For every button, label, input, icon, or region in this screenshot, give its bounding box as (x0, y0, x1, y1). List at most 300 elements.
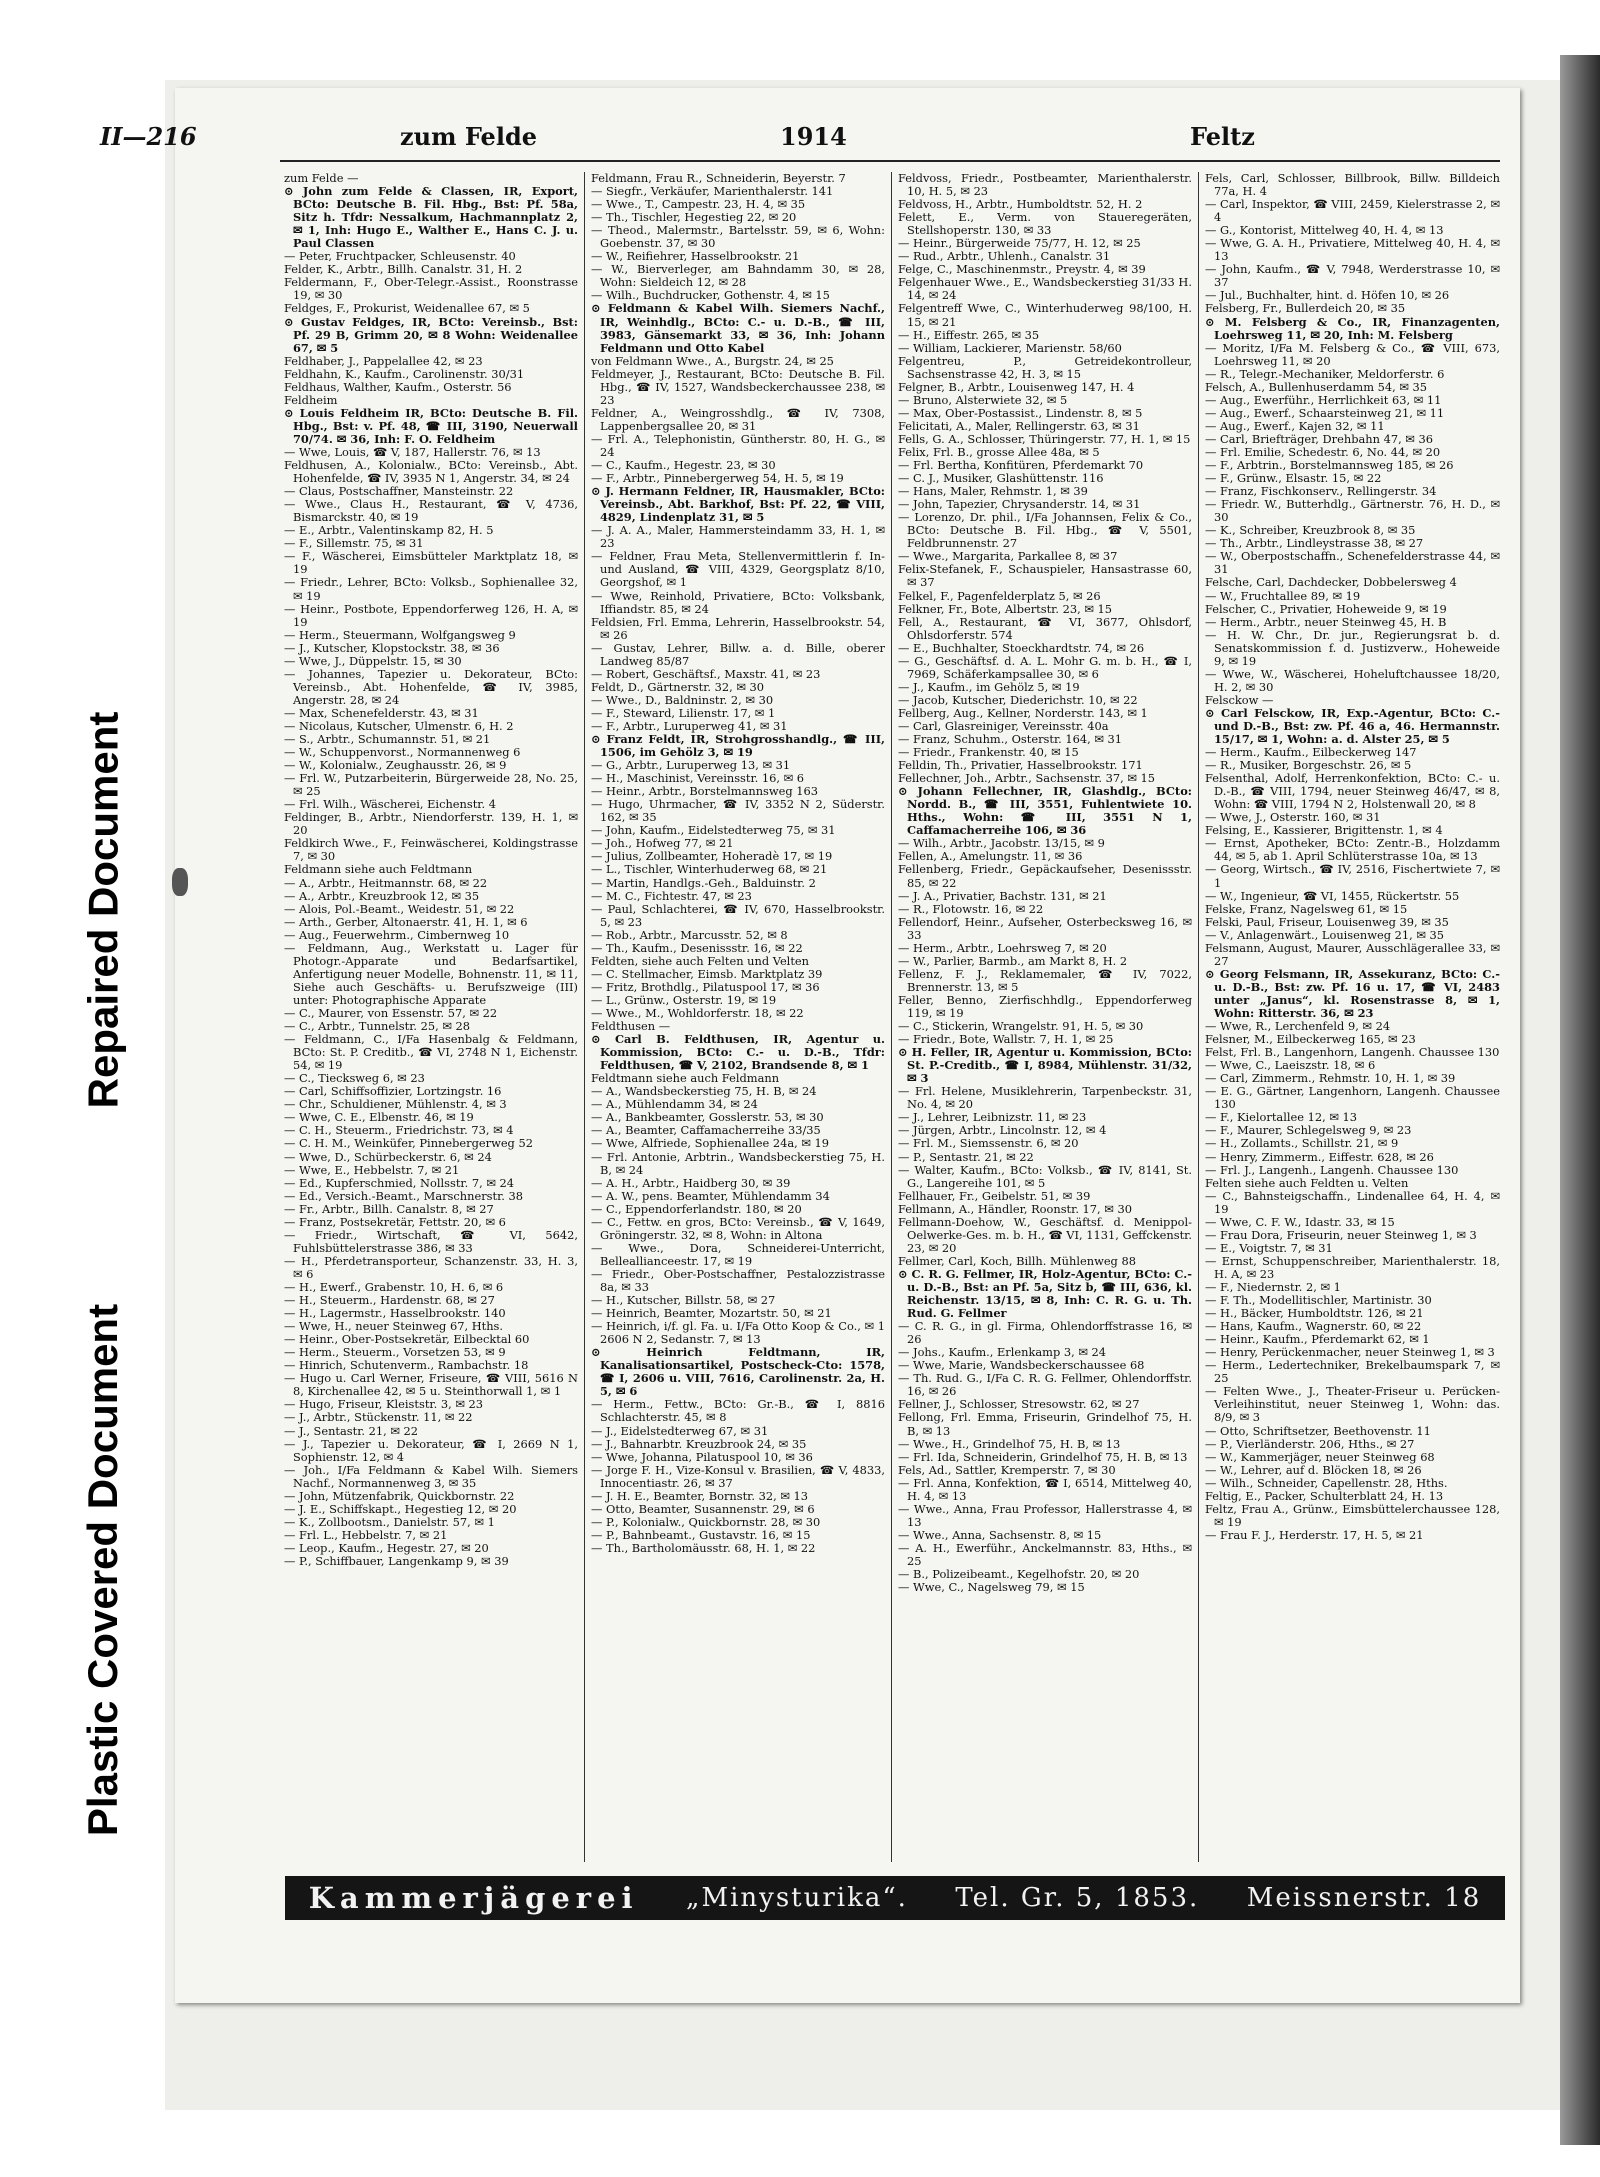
directory-entry: — Nicolaus, Kutscher, Ulmenstr. 6, H. 2 (284, 718, 514, 733)
directory-entry: Feltig, E., Packer, Schulterblatt 24, H. 13 (1205, 1488, 1444, 1503)
directory-entry: — K., Zollbootsm., Danielstr. 57, ✉ 1 (284, 1514, 495, 1529)
directory-entry: — Herm., Fettw., BCto: Gr.-B., ☎ I, 8816 Schlachterstr. 45, ✉ 8 (591, 1397, 885, 1425)
directory-entry: Felge, C., Maschinenmstr., Preystr. 4, ✉ 39 (898, 262, 1146, 277)
directory-entry: — A. H., Ewerführ., Anckelmannstr. 83, Hths., ✉ 25 (898, 1540, 1192, 1568)
directory-entry: — Frau Dora, Friseurin, neuer Steinweg 1, ✉ 3 (1205, 1227, 1477, 1242)
directory-entry: Fellenberg, Friedr., Gepäckaufseher, Desenissstr. 85, ✉ 22 (898, 862, 1192, 890)
directory-entry: — Friedr., Wirtschaft, ☎ VI, 5642, Fuhlsbüttelerstrasse 386, ✉ 33 (284, 1227, 578, 1255)
directory-entry: — E., Voigtstr. 7, ✉ 31 (1205, 1240, 1333, 1255)
directory-entry: — H., Steuerm., Hardenstr. 68, ✉ 27 (284, 1293, 495, 1308)
directory-entry: — Leop., Kaufm., Hegestr. 27, ✉ 20 (284, 1540, 489, 1555)
directory-entry: — Martin, Handlgs.-Geh., Balduinstr. 2 (591, 875, 816, 890)
directory-entry: — C., Stickerin, Wrangelstr. 91, H. 5, ✉ 30 (898, 1019, 1144, 1034)
directory-entry: — F., Arbtrin., Borstelmannsweg 185, ✉ 26 (1205, 458, 1454, 473)
directory-entry: — S., Arbtr., Schumannstr. 51, ✉ 21 (284, 732, 491, 747)
header-first-name: zum Felde (400, 122, 537, 151)
directory-entry: — Frl. Anna, Konfektion, ☎ I, 6514, Mittelweg 40, H. 4, ✉ 13 (898, 1475, 1192, 1503)
directory-entry: Felten siehe auch Feldten u. Velten (1205, 1175, 1409, 1190)
directory-entry: — W., Ingenieur, ☎ VI, 1455, Rückertstr. 55 (1205, 888, 1460, 903)
directory-entry: Feldges, F., Prokurist, Weidenallee 67, ✉ 5 (284, 301, 530, 316)
directory-entry: — Wwe., D., Baldninstr. 2, ✉ 30 (591, 692, 774, 707)
book-binding-edge (1560, 55, 1600, 2145)
directory-entry: — Frl. L., Hebbelstr. 7, ✉ 21 (284, 1527, 448, 1542)
directory-entry: Fellberg, Aug., Kellner, Norderstr. 143, ✉ 1 (898, 705, 1148, 720)
directory-entry: — Arth., Gerber, Altonaerstr. 41, H. 1, ✉ 6 (284, 914, 528, 929)
directory-entry: zum Felde — (284, 172, 359, 185)
directory-entry: — C. R. G., in gl. Firma, Ohlendorffstrasse 16, ✉ 26 (898, 1319, 1192, 1347)
directory-entry: — Aug., Feuerwehrm., Cimbernweg 10 (284, 927, 510, 942)
directory-entry: ⊙ Louis Feldheim IR, BCto: Deutsche B. Fil. Hbg., Bst: v. Pf. 48, ☎ III, 3190, Neuerwall 70/74. ✉ 36, Inh: F. O. Feldheim (284, 405, 578, 446)
directory-entry: — Ed., Versich.-Beamt., Marschnerstr. 38 (284, 1188, 523, 1203)
directory-entry: — Moritz, I/Fa M. Felsberg & Co., ☎ VIII, 673, Loehrsweg 11, ✉ 20 (1205, 340, 1500, 368)
directory-entry: — Franz, Fischkonserv., Rellingerstr. 34 (1205, 484, 1437, 499)
directory-entry: — Wwe, H., neuer Steinweg 67, Hths. (284, 1319, 504, 1334)
directory-entry: — Th., Bartholomäusstr. 68, H. 1, ✉ 22 (591, 1540, 816, 1555)
directory-entry: Feldvoss, H., Arbtr., Humboldtstr. 52, H. 2 (898, 197, 1143, 212)
directory-entry: — Jacob, Kutscher, Diederichstr. 10, ✉ 22 (898, 692, 1138, 707)
directory-entry: — H., Kutscher, Billstr. 58, ✉ 27 (591, 1293, 776, 1308)
column-2 (585, 172, 892, 1862)
directory-entry: — Rud., Arbtr., Uhlenh., Canalstr. 31 (898, 249, 1111, 264)
directory-entry: Felsing, E., Kassierer, Brigittenstr. 1, ✉ 4 (1205, 823, 1443, 838)
directory-entry: — Carl, Inspektor, ☎ VIII, 2459, Kielerstrasse 2, ✉ 4 (1205, 197, 1500, 225)
directory-entry: — Wwe, D., Schürbeckerstr. 6, ✉ 24 (284, 1149, 492, 1164)
directory-entry: — Georg, Wirtsch., ☎ IV, 2516, Fischertwiete 7, ✉ 1 (1205, 862, 1500, 890)
directory-entry: ⊙ Feldmann & Kabel Wilh. Siemers Nachf., IR, Weinhdlg., BCto: C.- u. D.-B., ☎ III, 3983, Gänsemarkt 33, ✉ 36, Inh: Johann Feldmann und Otto Kabel (591, 301, 885, 355)
directory-entry: ⊙ Carl B. Feldthusen, IR, Agentur u. Kommission, BCto: C.- u. D.-B., Tfdr: Feldthusen, ☎ V, 2102, Brandsende 8, ✉ 1 (591, 1032, 885, 1073)
directory-entry: — F., Wäscherei, Eimsbütteler Marktplatz 18, ✉ 19 (284, 549, 578, 577)
directory-entry: — Robert, Geschäftsf., Maxstr. 41, ✉ 23 (591, 666, 821, 681)
directory-entry: — H., Lagermstr., Hasselbrookstr. 140 (284, 1306, 506, 1321)
directory-entry: — John, Mützenfabrik, Quickbornstr. 22 (284, 1488, 515, 1503)
directory-entry: — W., Bierverleger, am Bahndamm 30, ✉ 28, Wohn: Sieldeich 12, ✉ 28 (591, 262, 885, 290)
directory-entry: Fellendorf, Heinr., Aufseher, Osterbecksweg 16, ✉ 33 (898, 914, 1192, 942)
directory-entry: — G., Arbtr., Luruperweg 13, ✉ 31 (591, 758, 791, 773)
directory-entry: ⊙ Heinrich Feldtmann, IR, Kanalisationsartikel, Postscheck-Cto: 1578, ☎ I, 2606 u. VIII, 7616, Carolinenstr. 2a, H. 5, ✉ 6 (591, 1345, 885, 1399)
directory-entry: — Hans, Kaufm., Wagnerstr. 60, ✉ 22 (1205, 1319, 1422, 1334)
directory-entry: — H., Bäcker, Humboldtstr. 126, ✉ 21 (1205, 1306, 1424, 1321)
directory-entry: — L., Grünw., Osterstr. 19, ✉ 19 (591, 992, 777, 1007)
directory-entry: — G., Geschäftsf. d. A. L. Mohr G. m. b. H., ☎ I, 7969, Schäferkampsallee 30, ✉ 6 (898, 653, 1192, 681)
directory-entry: — Bruno, Alsterwiete 32, ✉ 5 (898, 392, 1068, 407)
directory-entry: — H., Zollamts., Schillstr. 21, ✉ 9 (1205, 1136, 1399, 1151)
directory-entry: — Wwe, J., Osterstr. 160, ✉ 31 (1205, 810, 1381, 825)
directory-entry: — F., Arbtr., Pinnebergerweg 54, H. 5, ✉ 19 (591, 471, 844, 486)
directory-entry: — C. J., Musiker, Glashüttenstr. 116 (898, 471, 1104, 486)
directory-entry: — W., Kammerjäger, neuer Steinweg 68 (1205, 1449, 1435, 1464)
directory-entry: — Wwe, J., Düppelstr. 15, ✉ 30 (284, 653, 462, 668)
directory-entry: Fells, G. A., Schlosser, Thüringerstr. 77, H. 1, ✉ 15 (898, 431, 1191, 446)
banner-telephone: Tel. Gr. 5, 1853. (955, 1883, 1200, 1913)
directory-entry: — Felten Wwe., J., Theater-Friseur u. Perücken-Verleihinstitut, neuer Steinweg 1, Wohn: das. 8/9, ✉ 3 (1205, 1384, 1500, 1425)
directory-entry: — Hugo, Friseur, Kleiststr. 3, ✉ 23 (284, 1397, 483, 1412)
directory-entry: — Ed., Kupferschmied, Nollsstr. 7, ✉ 24 (284, 1175, 515, 1190)
directory-entry: — Frl. W., Putzarbeiterin, Bürgerweide 28, No. 25, ✉ 25 (284, 771, 578, 799)
directory-entry: — W., Reifiehrer, Hasselbrookstr. 21 (591, 249, 800, 264)
directory-entry: — Heinrich, Beamter, Mozartstr. 50, ✉ 21 (591, 1306, 832, 1321)
directory-entry: — Fr., Arbtr., Billh. Canalstr. 8, ✉ 27 (284, 1201, 494, 1216)
directory-entry: — Wwe., H., Grindelhof 75, H. B, ✉ 13 (898, 1436, 1121, 1451)
directory-entry: — J., Lehrer, Leibnizstr. 11, ✉ 23 (898, 1110, 1087, 1125)
directory-entry: — F., Steward, Lilienstr. 17, ✉ 1 (591, 705, 776, 720)
directory-entry: — V., Anlagenwärt., Louisenweg 21, ✉ 35 (1205, 927, 1445, 942)
directory-entry: — Th., Arbtr., Lindleystrasse 38, ✉ 27 (1205, 536, 1424, 551)
directory-entry: Feldmann siehe auch Feldtmann (284, 862, 473, 877)
directory-entry: — Aug., Ewerf., Schaarsteinweg 21, ✉ 11 (1205, 405, 1445, 420)
directory-entry: — Paul, Schlachterei, ☎ IV, 670, Hasselbrookstr. 5, ✉ 23 (591, 901, 885, 929)
directory-entry: — Carl, Zimmerm., Rehmstr. 10, H. 1, ✉ 39 (1205, 1071, 1456, 1086)
directory-entry: — Frl. Helene, Musiklehrerin, Tarpenbeckstr. 31, No. 4, ✉ 20 (898, 1084, 1192, 1112)
directory-entry: — C. H., Steuerm., Friedrichstr. 73, ✉ 4 (284, 1123, 514, 1138)
directory-entry: — Otto, Beamter, Susannenstr. 29, ✉ 6 (591, 1501, 815, 1516)
directory-entry: — Chr., Schuldiener, Mühlenstr. 4, ✉ 3 (284, 1097, 507, 1112)
directory-entry: — A., Mühlendamm 34, ✉ 24 (591, 1097, 758, 1112)
directory-entry: Felder, K., Arbtr., Billh. Canalstr. 31, H. 2 (284, 262, 523, 277)
directory-entry: — Friedr., Frankenstr. 40, ✉ 15 (898, 745, 1079, 760)
directory-entry: von Feldmann Wwe., A., Burgstr. 24, ✉ 25 (591, 353, 834, 368)
directory-entry: — C., Arbtr., Tunnelstr. 25, ✉ 28 (284, 1019, 471, 1034)
directory-entry: — Franz, Schuhm., Osterstr. 164, ✉ 31 (898, 732, 1123, 747)
directory-entry: Felsmann, August, Maurer, Ausschlägerallee 33, ✉ 27 (1205, 940, 1500, 968)
directory-entry: ⊙ John zum Felde & Classen, IR, Export, BCto: Deutsche B. Fil. Hbg., Bst: Pf. 58a, Sitz h. Tfdr: Nessalkum, Hachmannplatz 2, ✉ 1, Inh: Hugo E., Walther E., Hans C. J. u. Paul Classen (284, 184, 578, 251)
banner-company: Kammerjägerei (308, 1881, 639, 1915)
directory-entry: — J., Eidelstedterweg 67, ✉ 31 (591, 1423, 769, 1438)
directory-entry: — K., Schreiber, Kreuzbrook 8, ✉ 35 (1205, 523, 1416, 538)
directory-entry: — A., Arbtr., Kreuzbrook 12, ✉ 35 (284, 888, 480, 903)
directory-entry: — B., Polizeibeamt., Kegelhofstr. 20, ✉ 20 (898, 1567, 1140, 1582)
directory-entry: — Frau F. J., Herderstr. 17, H. 5, ✉ 21 (1205, 1527, 1424, 1542)
directory-entry: Fellen, A., Amelungstr. 11, ✉ 36 (898, 849, 1083, 864)
directory-entry: Felkel, F., Pagenfelderplatz 5, ✉ 26 (898, 588, 1101, 603)
directory-entry: — William, Lackierer, Marienstr. 58/60 (898, 340, 1122, 355)
directory-entry: — Herm., Arbtr., neuer Steinweg 45, H. B (1205, 614, 1447, 629)
directory-entry: Fellmann-Doehow, W., Geschäftsf. d. Menippol-Oelwerke-Ges. m. b. H., ☎ VI, 1131, Geffckenstr. 23, ✉ 20 (898, 1214, 1192, 1255)
directory-entry: — Heinr., Arbtr., Borstelmannsweg 163 (591, 784, 819, 799)
header-rule (280, 160, 1500, 162)
banner-address: Meissnerstr. 18 (1246, 1883, 1482, 1913)
directory-entry: — Walter, Kaufm., BCto: Volksb., ☎ IV, 8141, St. G., Langereihe 101, ✉ 5 (898, 1162, 1192, 1190)
directory-entry: Fellmer, Carl, Koch, Billh. Mühlenweg 88 (898, 1253, 1136, 1268)
directory-entry: — Hinrich, Schutenverm., Rambachstr. 18 (284, 1358, 529, 1373)
directory-entry: Felscher, C., Privatier, Hoheweide 9, ✉ 19 (1205, 601, 1447, 616)
directory-entry: — J. H. E., Beamter, Bornstr. 32, ✉ 13 (591, 1488, 809, 1503)
directory-entry: — Friedr., Lehrer, BCto: Volksb., Sophienallee 32, ✉ 19 (284, 575, 578, 603)
directory-entry: — P., Vierländerstr. 206, Hths., ✉ 27 (1205, 1436, 1415, 1451)
directory-entry: — Hugo, Uhrmacher, ☎ IV, 3352 N 2, Süderstr. 162, ✉ 35 (591, 797, 885, 825)
directory-entry: Felldin, Th., Privatier, Hasselbrookstr. 171 (898, 758, 1143, 773)
directory-entry: — Wwe, W., Wäscherei, Hoheluftchaussee 18/20, H. 2, ✉ 30 (1205, 666, 1500, 694)
directory-entry: Feldhahn, K., Kaufm., Carolinenstr. 30/31 (284, 366, 525, 381)
directory-entry: Fellhauer, Fr., Geibelstr. 51, ✉ 39 (898, 1188, 1091, 1203)
directory-entry: — Frl. Bertha, Konfitüren, Pferdemarkt 70 (898, 458, 1144, 473)
directory-entry: Feldhusen, A., Kolonialw., BCto: Vereinsb., Abt. Hohenfelde, ☎ IV, 3935 N 1, Angerstr. 34, ✉ 24 (284, 458, 578, 486)
directory-entry: — Gustav, Lehrer, Billw. a. d. Bille, oberer Landweg 85/87 (591, 640, 885, 668)
page-header (100, 122, 1500, 152)
directory-entry: — J. E., Schiffskapt., Hegestieg 12, ✉ 20 (284, 1501, 517, 1516)
directory-entry: — Wwe, Johanna, Pilatuspool 10, ✉ 36 (591, 1449, 813, 1464)
directory-entry: — Alois, Pol.-Beamt., Weidestr. 51, ✉ 22 (284, 901, 515, 916)
directory-entry: — Carl, Schiffsoffizier, Lortzingstr. 16 (284, 1084, 502, 1099)
directory-entry: — Max, Schenefelderstr. 43, ✉ 31 (284, 705, 479, 720)
directory-entry: — A., Beamter, Caffamacherreihe 33/35 (591, 1123, 821, 1138)
directory-entry: — Herm., Kaufm., Eilbeckerweg 147 (1205, 745, 1417, 760)
directory-entry: — J., Kaufm., im Gehölz 5, ✉ 19 (898, 679, 1080, 694)
directory-entry: — Joh., Hofweg 77, ✉ 21 (591, 836, 734, 851)
directory-entry: — J., Tapezier u. Dekorateur, ☎ I, 2669 N 1, Sophienstr. 12, ✉ 4 (284, 1436, 578, 1464)
directory-entry: — F., Kielortallee 12, ✉ 13 (1205, 1110, 1357, 1125)
directory-entry: — Frl. J., Langenh., Langenh. Chaussee 130 (1205, 1162, 1459, 1177)
directory-entry: — C., Bahnsteigschaffn., Lindenallee 64, H. 4, ✉ 19 (1205, 1188, 1500, 1216)
directory-entry: — E., Buchhalter, Stoeckhardtstr. 74, ✉ 26 (898, 640, 1145, 655)
directory-entry: — Lorenzo, Dr. phil., I/Fa Johannsen, Felix & Co., BCto: Deutsche B. Fil. Hbg., ☎ V, 5501, Feldbrunnenstr. 27 (898, 510, 1192, 551)
directory-entry: — Johs., Kaufm., Erlenkamp 3, ✉ 24 (898, 1345, 1107, 1360)
directory-entry: Felsenthal, Adolf, Herrenkonfektion, BCto: C.- u. D.-B., ☎ VIII, 1794, neuer Steinweg 46/47, ✉ 8, Wohn: ☎ VIII, 1794 N 2, Holstenwall 20, ✉ 8 (1205, 771, 1500, 812)
directory-columns (278, 172, 1506, 1862)
directory-entry: — Wwe., Dora, Schneiderei-Unterricht, Belleallianceestr. 17, ✉ 19 (591, 1240, 885, 1268)
plastic-covered-label: Plastic Covered Document (79, 1303, 127, 1837)
header-year: 1914 (780, 122, 847, 151)
directory-entry: — Henry, Zimmerm., Eiffestr. 628, ✉ 26 (1205, 1149, 1434, 1164)
directory-entry: — Henry, Perückenmacher, neuer Steinweg 1, ✉ 3 (1205, 1345, 1495, 1360)
directory-entry: — Heinr., Kaufm., Pferdemarkt 62, ✉ 1 (1205, 1332, 1430, 1347)
directory-entry: — Wwe., Margarita, Parkallee 8, ✉ 37 (898, 549, 1118, 564)
directory-entry: — W., Oberpostschaffn., Schenefelderstrasse 44, ✉ 31 (1205, 549, 1500, 577)
directory-entry: Feldheim (284, 392, 338, 407)
directory-entry: — Aug., Ewerf., Kajen 32, ✉ 11 (1205, 418, 1385, 433)
directory-entry: — Friedr., Ober-Postschaffner, Pestalozzistrasse 8a, ✉ 33 (591, 1266, 885, 1294)
page-tear-mark (172, 868, 188, 896)
directory-entry: — J. A., Privatier, Bachstr. 131, ✉ 21 (898, 888, 1107, 903)
directory-entry: Feldinger, B., Arbtr., Niendorferstr. 139, H. 1, ✉ 20 (284, 810, 578, 838)
directory-entry: Feldthusen — (591, 1019, 671, 1034)
directory-entry: — Heinr., Bürgerweide 75/77, H. 12, ✉ 25 (898, 236, 1141, 251)
directory-entry: Feldten, siehe auch Felten und Velten (591, 953, 809, 968)
directory-entry: Fellechner, Joh., Arbtr., Sachsenstr. 37, ✉ 15 (898, 771, 1155, 786)
directory-entry: — H., Ewerf., Grabenstr. 10, H. 6, ✉ 6 (284, 1279, 504, 1294)
directory-entry: — Ernst, Apotheker, BCto: Zentr.-B., Holzdamm 44, ✉ 5, ab 1. April Schlüterstrasse 10a, ✉ 13 (1205, 836, 1500, 864)
directory-entry: — A. H., Arbtr., Haidberg 30, ✉ 39 (591, 1175, 791, 1190)
directory-entry: — R., Telegr.-Mechaniker, Meldorferstr. 6 (1205, 366, 1445, 381)
directory-entry: — C., Kaufm., Hegestr. 23, ✉ 30 (591, 458, 776, 473)
directory-entry: ⊙ Carl Felsckow, IR, Exp.-Agentur, BCto: C.- und D.-B., Bst: zw. Pf. 46 a, 46. Hermannstr. 15/17, ✉ 1, Wohn: a. d. Alster 25, ✉ 5 (1205, 705, 1500, 747)
directory-entry: — Wwe, Louis, ☎ V, 187, Hallerstr. 76, ✉ 13 (284, 444, 541, 459)
directory-entry: — Jürgen, Arbtr., Lincolnstr. 12, ✉ 4 (898, 1123, 1107, 1138)
directory-entry: — Frl. Emilie, Schedestr. 6, No. 44, ✉ 20 (1205, 444, 1441, 459)
directory-entry: Feldmeyer, J., Restaurant, BCto: Deutsche B. Fil. Hbg., ☎ IV, 1527, Wandsbeckerchaussee 238, ✉ 23 (591, 366, 885, 407)
directory-entry: — P., Bahnbeamt., Gustavstr. 16, ✉ 15 (591, 1527, 811, 1542)
directory-entry: — Heinr., Postbote, Eppendorferweg 126, H. A, ✉ 19 (284, 601, 578, 629)
directory-entry: ⊙ Georg Felsmann, IR, Assekuranz, BCto: C.- u. D.-B., Bst: zw. Pf. 16 u. 17, ☎ VI, 2483 unter „Janus“, kl. Rosenstrasse 8, ✉ 1, Wohn: Ritterstr. 36, ✉ 23 (1205, 966, 1500, 1020)
directory-entry: Fell, A., Restaurant, ☎ VI, 3677, Ohlsdorf, Ohlsdorferstr. 574 (898, 614, 1192, 642)
directory-entry: — Fritz, Brothdlg., Pilatuspool 17, ✉ 36 (591, 979, 820, 994)
directory-entry: Felett, E., Verm. von Staueregeräten, Stellshoperstr. 130, ✉ 33 (898, 210, 1192, 238)
directory-entry: — Wwe, C., Nagelsweg 79, ✉ 15 (898, 1580, 1085, 1595)
directory-entry: — Max, Ober-Postassist., Lindenstr. 8, ✉ 5 (898, 405, 1143, 420)
directory-entry: — Frl. Wilh., Wäscherei, Eichenstr. 4 (284, 797, 496, 812)
directory-entry: — F., Arbtr., Luruperweg 41, ✉ 31 (591, 718, 788, 733)
directory-entry: ⊙ Johann Fellechner, IR, Glashdlg., BCto: Nordd. B., ☎ III, 3551, Fuhlentwiete 10. Hths., Wohn: ☎ III, 3551 N 1, Caffamacherreihe 106, ✉ 36 (898, 784, 1192, 838)
directory-entry: — Rob., Arbtr., Marcusstr. 52, ✉ 8 (591, 927, 788, 942)
column-1 (278, 172, 585, 1862)
directory-entry: — Jul., Buchhalter, hint. d. Höfen 10, ✉ 26 (1205, 288, 1450, 303)
directory-entry: Felsche, Carl, Dachdecker, Dobbelersweg 4 (1205, 575, 1457, 590)
directory-entry: — C., Fettw. en gros, BCto: Vereinsb., ☎ V, 1649, Gröningerstr. 32, ✉ 8, Wohn: in Altona (591, 1214, 885, 1242)
directory-entry: — J., Arbtr., Stückenstr. 11, ✉ 22 (284, 1410, 473, 1425)
directory-entry: Felst, Frl. B., Langenhorn, Langenh. Chaussee 130 (1205, 1045, 1500, 1060)
directory-entry: Felsch, A., Bullenhuserdamm 54, ✉ 35 (1205, 379, 1428, 394)
directory-entry: ⊙ Franz Feldt, IR, Strohgrosshandlg., ☎ III, 1506, im Gehölz 3, ✉ 19 (591, 732, 885, 760)
directory-entry: Feldhaber, J., Pappelallee 42, ✉ 23 (284, 353, 483, 368)
column-3 (892, 172, 1199, 1862)
directory-entry: — Feldner, Frau Meta, Stellenvermittlerin f. In- und Ausland, ☎ VIII, 4329, Georgsplatz 8/10, Georgshof, ✉ 1 (591, 549, 885, 590)
directory-entry: — Julius, Zollbeamter, Hoheradè 17, ✉ 19 (591, 849, 833, 864)
directory-entry: — Wwe, Reinhold, Privatiere, BCto: Volksbank, Iffiandstr. 85, ✉ 24 (591, 588, 885, 616)
directory-entry: — Wwe, C. E., Elbenstr. 46, ✉ 19 (284, 1110, 474, 1125)
directory-entry: — F., Sillemstr. 75, ✉ 31 (284, 536, 424, 551)
directory-entry: — Wwe, C. F. W., Idastr. 33, ✉ 15 (1205, 1214, 1395, 1229)
directory-entry: — Wilh., Arbtr., Jacobstr. 13/15, ✉ 9 (898, 836, 1105, 851)
directory-entry: Feller, Benno, Zierfischhdlg., Eppendorferweg 119, ✉ 19 (898, 992, 1192, 1020)
directory-entry: Felsberg, Fr., Bullerdeich 20, ✉ 35 (1205, 301, 1406, 316)
directory-entry: — Wwe, E., Hebbelstr. 7, ✉ 21 (284, 1162, 460, 1177)
directory-entry: — A., Bankbeamter, Gosslerstr. 53, ✉ 30 (591, 1110, 824, 1125)
directory-entry: — Wwe, Alfriede, Sophienallee 24a, ✉ 19 (591, 1136, 830, 1151)
directory-entry: — F., Maurer, Schlegelsweg 9, ✉ 23 (1205, 1123, 1412, 1138)
directory-entry: — J., Kutscher, Klopstockstr. 38, ✉ 36 (284, 640, 500, 655)
directory-entry: — John, Kaufm., Eidelstedterweg 75, ✉ 31 (591, 823, 836, 838)
directory-entry: Felgenhauer Wwe., E., Wandsbeckerstieg 31/33 H. 14, ✉ 24 (898, 275, 1192, 303)
directory-entry: — Jorge F. H., Vize-Konsul v. Brasilien, ☎ V, 4833, Innocentiastr. 26, ✉ 37 (591, 1462, 885, 1490)
directory-entry: Felgner, B., Arbtr., Louisenweg 147, H. 4 (898, 379, 1135, 394)
directory-entry: ⊙ Gustav Feldges, IR, BCto: Vereinsb., Bst: Pf. 29 B, Grimm 20, ✉ 8 Wohn: Weidenallee 67, ✉ 5 (284, 314, 578, 355)
directory-entry: — J., Sentastr. 21, ✉ 22 (284, 1423, 419, 1438)
directory-entry: Felske, Franz, Nagelsweg 61, ✉ 15 (1205, 901, 1408, 916)
directory-entry: — Ernst, Schuppenschreiber, Marienthalerstr. 18, H. A, ✉ 23 (1205, 1253, 1500, 1281)
directory-entry: — M. C., Fichtestr. 47, ✉ 23 (591, 888, 752, 903)
directory-entry: — P., Sentastr. 21, ✉ 22 (898, 1149, 1034, 1164)
directory-entry: — Herm., Arbtr., Loehrsweg 7, ✉ 20 (898, 940, 1107, 955)
directory-entry: — Carl, Briefträger, Drehbahn 47, ✉ 36 (1205, 431, 1433, 446)
directory-entry: — A. W., pens. Beamter, Mühlendamm 34 (591, 1188, 830, 1203)
directory-entry: — P., Kolonialw., Quickbornstr. 28, ✉ 30 (591, 1514, 821, 1529)
directory-entry: — John, Tapezier, Chrysanderstr. 14, ✉ 31 (898, 497, 1141, 512)
directory-entry: Felgentreff Wwe, C., Winterhuderweg 98/100, H. 15, ✉ 21 (898, 301, 1192, 329)
directory-entry: — E. G., Gärtner, Langenhorn, Langenh. Chaussee 130 (1205, 1084, 1500, 1112)
directory-entry: — F. Th., Modellitischler, Martinistr. 30 (1205, 1293, 1432, 1308)
directory-entry: — Wwe., Anna, Sachsenstr. 8, ✉ 15 (898, 1527, 1102, 1542)
directory-entry: — Wilh., Buchdrucker, Gothenstr. 4, ✉ 15 (591, 288, 830, 303)
directory-entry: — Wwe., M., Wohldorferstr. 18, ✉ 22 (591, 1006, 804, 1020)
directory-entry: Felix, Frl. B., grosse Allee 48a, ✉ 5 (898, 444, 1100, 459)
directory-entry: — L., Tischler, Winterhuderweg 68, ✉ 21 (591, 862, 828, 877)
directory-entry: — Friedr., Bote, Wallstr. 7, H. 1, ✉ 25 (898, 1032, 1114, 1047)
directory-entry: — Hugo u. Carl Werner, Friseure, ☎ VIII, 5616 N 8, Kirchenallee 42, ✉ 5 u. Steinthorwall 1, ✉ 1 (284, 1371, 578, 1399)
directory-entry: — John, Kaufm., ☎ V, 7948, Werderstrasse 10, ✉ 37 (1205, 262, 1500, 290)
directory-entry: Feltz, Frau A., Grünw., Eimsbüttelerchaussee 128, ✉ 19 (1205, 1501, 1500, 1529)
directory-entry: — Hans, Maler, Rehmstr. 1, ✉ 39 (898, 484, 1088, 499)
directory-entry: — F., Grünw., Elsastr. 15, ✉ 22 (1205, 471, 1382, 486)
directory-entry: — Claus, Postschaffner, Mansteinstr. 22 (284, 484, 514, 499)
directory-entry: Fellner, J., Schlosser, Stresowstr. 62, ✉ 27 (898, 1397, 1140, 1412)
directory-entry: — P., Schiffbauer, Langenkamp 9, ✉ 39 (284, 1553, 509, 1568)
directory-entry: — Wwe., Anna, Frau Professor, Hallerstrasse 4, ✉ 13 (898, 1501, 1192, 1529)
directory-entry: — C. Stellmacher, Eimsb. Marktplatz 39 (591, 966, 823, 981)
directory-entry: — G., Kontorist, Mittelweg 40, H. 4, ✉ 13 (1205, 223, 1444, 238)
directory-entry: — Feldmann, Aug., Werkstatt u. Lager für Photogr.-Apparate und Bedarfsartikel, Anfertigung neuer Modelle, Bohnenstr. 11, ✉ 11, Siehe auch Geschäfts- u. Berufszweige (III) unter: Photographische Apparate (284, 940, 578, 1007)
directory-entry: — H., Eiffestr. 265, ✉ 35 (898, 327, 1040, 342)
directory-entry: — Wwe., Claus H., Restaurant, ☎ V, 4736, Bismarckstr. 40, ✉ 19 (284, 497, 578, 525)
directory-entry: — H., Pferdetransporteur, Schanzenstr. 33, H. 3, ✉ 6 (284, 1253, 578, 1281)
directory-entry: — Wwe, Marie, Wandsbeckerschaussee 68 (898, 1358, 1145, 1373)
repaired-document-label: Repaired Document (79, 711, 126, 1109)
directory-entry: — C., Tiecksweg 6, ✉ 23 (284, 1071, 425, 1086)
directory-entry: — A., Wandsbeckerstieg 75, H. B, ✉ 24 (591, 1084, 817, 1099)
directory-entry: — Carl, Glasreiniger, Vereinsstr. 40a (898, 718, 1109, 733)
directory-entry: — Wwe, C., Laeiszstr. 18, ✉ 6 (1205, 1058, 1376, 1073)
directory-entry: Fels, Ad., Sattler, Kremperstr. 7, ✉ 30 (898, 1462, 1116, 1477)
directory-entry: — Aug., Ewerführ., Herrlichkeit 63, ✉ 11 (1205, 392, 1442, 407)
directory-entry: — Heinrich, i/f. gl. Fa. u. I/Fa Otto Koop & Co., ✉ 1 2606 N 2, Sedanstr. 7, ✉ 13 (591, 1319, 885, 1347)
directory-entry: — Siegfr., Verkäufer, Marienthalerstr. 141 (591, 184, 834, 199)
directory-entry: ⊙ M. Felsberg & Co., IR, Finanzagenten, Loehrsweg 11, ✉ 20, Inh: M. Felsberg (1205, 314, 1500, 342)
directory-entry: — Wwe., T., Campestr. 23, H. 4, ✉ 35 (591, 197, 806, 212)
directory-entry: Felgentreu, P., Getreidekontrolleur, Sachsenstrasse 42, H. 3, ✉ 15 (898, 353, 1192, 381)
directory-entry: — Otto, Schriftsetzer, Beethovenstr. 11 (1205, 1423, 1431, 1438)
directory-entry: Feldvoss, Friedr., Postbeamter, Marienthalerstr. 10, H. 5, ✉ 23 (898, 172, 1192, 199)
directory-entry: Felicitati, A., Maler, Rellingerstr. 63, ✉ 31 (898, 418, 1140, 433)
directory-entry: — Joh., I/Fa Feldmann & Kabel Wilh. Siemers Nachf., Normannenweg 3, ✉ 35 (284, 1462, 578, 1490)
directory-entry: Feldner, A., Weingrosshdlg., ☎ IV, 7308, Lappenbergsallee 20, ✉ 31 (591, 405, 885, 433)
directory-entry: — C., Maurer, von Essenstr. 57, ✉ 22 (284, 1006, 498, 1020)
directory-entry: Feldhaus, Walther, Kaufm., Osterstr. 56 (284, 379, 512, 394)
directory-entry: — Feldmann, C., I/Fa Hasenbalg & Feldmann, BCto: St. P. Creditb., ☎ VI, 2748 N 1, Eichenstr. 54, ✉ 19 (284, 1032, 578, 1073)
directory-entry: Felsner, M., Eilbeckerweg 165, ✉ 23 (1205, 1032, 1416, 1047)
directory-entry: — Frl. M., Siemssenstr. 6, ✉ 20 (898, 1136, 1079, 1151)
directory-entry: — W., Schuppenvorst., Normannenweg 6 (284, 745, 521, 760)
directory-entry: — Wwe, R., Lerchenfeld 9, ✉ 24 (1205, 1019, 1391, 1034)
directory-entry: — F., Niedernstr. 2, ✉ 1 (1205, 1279, 1341, 1294)
directory-entry: Felkner, Fr., Bote, Albertstr. 23, ✉ 15 (898, 601, 1112, 616)
directory-entry: — R., Flotowstr. 16, ✉ 22 (898, 901, 1044, 916)
directory-entry: Felski, Paul, Friseur, Louisenweg 39, ✉ 35 (1205, 914, 1449, 929)
directory-entry: ⊙ H. Feller, IR, Agentur u. Kommission, BCto: St. P.-Creditb., ☎ I, 8984, Mühlenstr. 31/32, ✉ 3 (898, 1045, 1192, 1086)
directory-entry: — Th. Rud. G., I/Fa C. R. G. Fellmer, Ohlendorffstr. 16, ✉ 26 (898, 1371, 1192, 1399)
directory-entry: Felix-Stefanek, F., Schauspieler, Hansastrasse 60, ✉ 37 (898, 562, 1192, 590)
banner-product: „Minysturika“. (685, 1883, 908, 1913)
directory-entry: — J., Bahnarbtr. Kreuzbrook 24, ✉ 35 (591, 1436, 807, 1451)
directory-entry: Fellmann, A., Händler, Roonstr. 17, ✉ 30 (898, 1201, 1132, 1216)
directory-entry: — H. W. Chr., Dr. jur., Regierungsrat b. d. Senatskommission f. d. Justizverw., Hoheweide 9, ✉ 19 (1205, 627, 1500, 668)
advertisement-banner (285, 1876, 1505, 1920)
directory-entry: ⊙ C. R. G. Fellmer, IR, Holz-Agentur, BCto: C.- u. D.-B., Bst: an Pf. 5a, Sitz b, ☎ III, 636, kl. Reichenstr. 13/15, ✉ 8, Inh: C. R. G. u. Th. Rud. G. Fellmer (898, 1266, 1192, 1321)
directory-entry: — Frl. Ida, Schneiderin, Grindelhof 75, H. B, ✉ 13 (898, 1449, 1188, 1464)
directory-entry: — R., Musiker, Borgeschstr. 26, ✉ 5 (1205, 758, 1412, 773)
directory-entry: — A., Arbtr., Heitmannstr. 68, ✉ 22 (284, 875, 488, 890)
directory-entry: ⊙ J. Hermann Feldner, IR, Hausmakler, BCto: Vereinsb., Abt. Barkhof, Bst: Pf. 22, ☎ VIII, 4829, Lindenplatz 31, ✉ 5 (591, 484, 885, 525)
directory-entry: — Th., Tischler, Hegestieg 22, ✉ 20 (591, 210, 797, 225)
directory-entry: — Theod., Malermstr., Bartelsstr. 59, ✉ 6, Wohn: Goebenstr. 37, ✉ 30 (591, 223, 885, 251)
directory-entry: — Herm., Ledertechniker, Brekelbaumspark 7, ✉ 25 (1205, 1358, 1500, 1386)
column-4 (1199, 172, 1506, 1862)
directory-entry: — W., Lehrer, auf d. Blöcken 18, ✉ 26 (1205, 1462, 1422, 1477)
page-number: II—216 (100, 122, 197, 151)
directory-entry: Felsckow — (1205, 692, 1274, 707)
directory-entry: — Herm., Steuermann, Wolfgangsweg 9 (284, 627, 516, 642)
directory-entry: — Johannes, Tapezier u. Dekorateur, BCto: Vereinsb., Abt. Hohenfelde, ☎ IV, 3985, Angerstr. 28, ✉ 24 (284, 666, 578, 707)
directory-entry: — W., Kolonialw., Zeughausstr. 26, ✉ 9 (284, 758, 507, 773)
directory-entry: Fels, Carl, Schlosser, Billbrook, Billw. Billdeich 77a, H. 4 (1205, 172, 1500, 199)
directory-entry: Feldsien, Frl. Emma, Lehrerin, Hasselbrookstr. 54, ✉ 26 (591, 614, 885, 642)
